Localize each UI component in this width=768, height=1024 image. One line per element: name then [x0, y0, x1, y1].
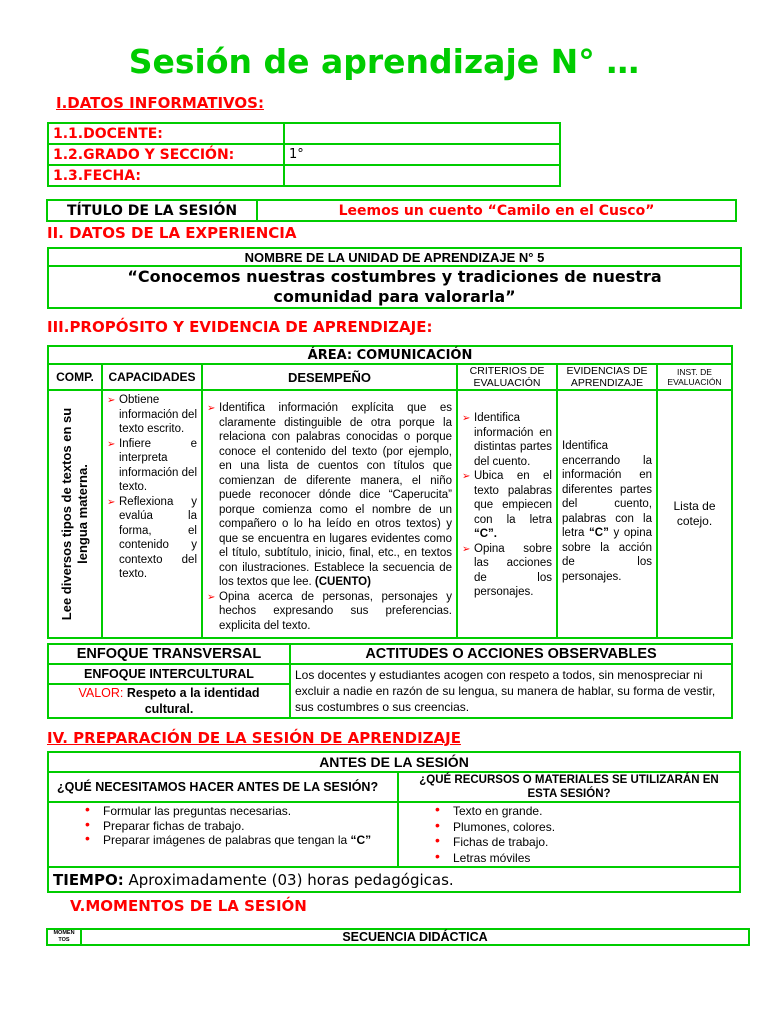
actitudes-header: ACTITUDES O ACCIONES OBSERVABLES — [290, 644, 732, 664]
secuencia-label: SECUENCIA DIDÁCTICA — [81, 929, 749, 945]
actitudes-text: Los docentes y estudiantes acogen con respeto a todos, sin menospreciar ni excluir a nadie en razón de su lengua, su manera de hablar, su forma de vestir, sus costumbres o sus creencias. — [290, 664, 732, 718]
capacidad-item: ➢ Obtiene información del texto escrito. — [107, 393, 197, 437]
unit-name: “Conocemos nuestras costumbres y tradiciones de nuestra comunidad para valorarla” — [48, 266, 741, 308]
question-recursos: ¿QUÉ RECURSOS O MATERIALES SE UTILIZARÁN EN ESTA SESIÓN? — [398, 772, 740, 802]
hacer-cell — [48, 802, 398, 867]
purpose-table — [47, 345, 733, 639]
valor-label: VALOR: — [78, 686, 124, 700]
docente-value[interactable] — [284, 123, 560, 144]
header-desempeno: DESEMPEÑO — [202, 364, 457, 390]
grado-label: 1.2.GRADO Y SECCIÓN: — [48, 144, 284, 165]
desempeno-item: ➢ Identifica información explícita que es claramente distinguible de otra porque la relaciona con palabras conocidas o porque conoce el contenido del texto (por ejemplo, en una lista de cuentos con títulos que comienzan de diferente manera, el niño puede reconocer dónde dice “Caperucita” porque comienza como el nombre de un compañero o lo ha leído en otros textos) y que se encuentra en lugares evidentes como el título, subtítulo, inicio, final, etc., en textos con ilustraciones. Establece la secuencia de los textos que lee. (CUENTO) — [207, 401, 452, 590]
capacidades-cell — [102, 390, 202, 638]
criterios-cell — [457, 390, 557, 638]
header-inst: INST. DE EVALUACIÓN — [657, 364, 732, 390]
session-title-table — [46, 199, 737, 222]
recurso-item: • Plumones, colores. — [453, 820, 735, 836]
hacer-bold: “C” — [350, 833, 372, 847]
antes-header: ANTES DE LA SESIÓN — [48, 752, 740, 772]
criterio-item: ➢ Ubica en el texto palabras que empiecen con la letra “C”. — [462, 469, 552, 542]
competencia-cell — [48, 390, 102, 638]
unit-label: NOMBRE DE LA UNIDAD DE APRENDIZAJE N° 5 — [48, 248, 741, 266]
competencia-text: Lee diversos tipos de textos en su lengua materna. — [59, 407, 90, 621]
valor-text: Respeto a la identidad cultural. — [126, 686, 260, 716]
hacer-item: • Formular las preguntas necesarias. — [103, 804, 393, 819]
recurso-item: • Texto en grande. — [453, 804, 735, 820]
enfoque-header: ENFOQUE TRANSVERSAL — [48, 644, 290, 664]
grado-value[interactable]: 1° — [284, 144, 560, 165]
hacer-item: • Preparar imágenes de palabras que tengan la “C” — [103, 833, 393, 848]
criterio-letra: “C”. — [474, 528, 497, 540]
unit-table — [47, 247, 742, 309]
tiempo-text: Aproximadamente (03) horas pedagógicas. — [128, 870, 454, 889]
recurso-item: • Fichas de trabajo. — [453, 835, 735, 851]
header-capacidades: CAPACIDADES — [102, 364, 202, 390]
fecha-label: 1.3.FECHA: — [48, 165, 284, 186]
fecha-value[interactable] — [284, 165, 560, 186]
section-datos-experiencia: II. DATOS DE LA EXPERIENCIA — [47, 224, 297, 242]
header-criterios: CRITERIOS DE EVALUACIÓN — [457, 364, 557, 390]
question-hacer: ¿QUÉ NECESITAMOS HACER ANTES DE LA SESIÓN? — [48, 772, 398, 802]
momentos-table — [46, 928, 750, 946]
section-datos-informativos: I.DATOS INFORMATIVOS: — [56, 94, 264, 112]
hacer-item: • Preparar fichas de trabajo. — [103, 819, 393, 834]
criterio-item: ➢ Opina sobre las acciones de los personajes. — [462, 542, 552, 600]
desempeno-item: ➢ Opina acerca de personas, personajes y hechos expresando sus preferencias. explicita del texto. — [207, 590, 452, 634]
section-momentos: V.MOMENTOS DE LA SESIÓN — [70, 897, 307, 915]
desempeno-cell — [202, 390, 457, 638]
instrumento-cell: Lista de cotejo. — [657, 390, 732, 638]
recurso-item: • Letras móviles — [453, 851, 735, 867]
docente-label: 1.1.DOCENTE: — [48, 123, 284, 144]
capacidad-item: ➢ Reflexiona y evalúa la forma, el contenido y contexto del texto. — [107, 495, 197, 582]
session-title-label: TÍTULO DE LA SESIÓN — [47, 200, 257, 221]
session-title-value: Leemos un cuento “Camilo en el Cusco” — [257, 200, 736, 221]
desempeno-bold: (CUENTO) — [314, 576, 371, 588]
capacidad-item: ➢ Infiere e interpreta información del texto. — [107, 437, 197, 495]
enfoque-table — [47, 643, 733, 719]
header-evidencias: EVIDENCIAS DE APRENDIZAJE — [557, 364, 657, 390]
area-label: ÁREA: COMUNICACIÓN — [48, 346, 732, 364]
section-proposito: III.PROPÓSITO Y EVIDENCIA DE APRENDIZAJE: — [47, 318, 433, 336]
enfoque-name: ENFOQUE INTERCULTURAL — [48, 664, 290, 684]
preparation-table — [47, 751, 741, 893]
tiempo-label: TIEMPO: — [53, 870, 124, 889]
section-preparacion: IV. PREPARACIÓN DE LA SESIÓN DE APRENDIZAJE — [47, 729, 461, 747]
evidencia-letra: “C” — [589, 527, 609, 539]
tiempo-cell — [48, 867, 740, 892]
evidencia-cell: Identifica encerrando la información en diferentes partes del cuento, palabras con la letra “C” y opina sobre la acción de los personajes. — [557, 390, 657, 638]
header-comp: COMP. — [48, 364, 102, 390]
page-title: Sesión de aprendizaje N° … — [128, 42, 640, 81]
valor-cell — [48, 684, 290, 718]
criterio-item: ➢ Identifica información en distintas partes del cuento. — [462, 411, 552, 469]
momentos-label: MOMEN TOS — [47, 929, 81, 945]
recursos-cell — [398, 802, 740, 867]
info-table — [47, 122, 561, 187]
